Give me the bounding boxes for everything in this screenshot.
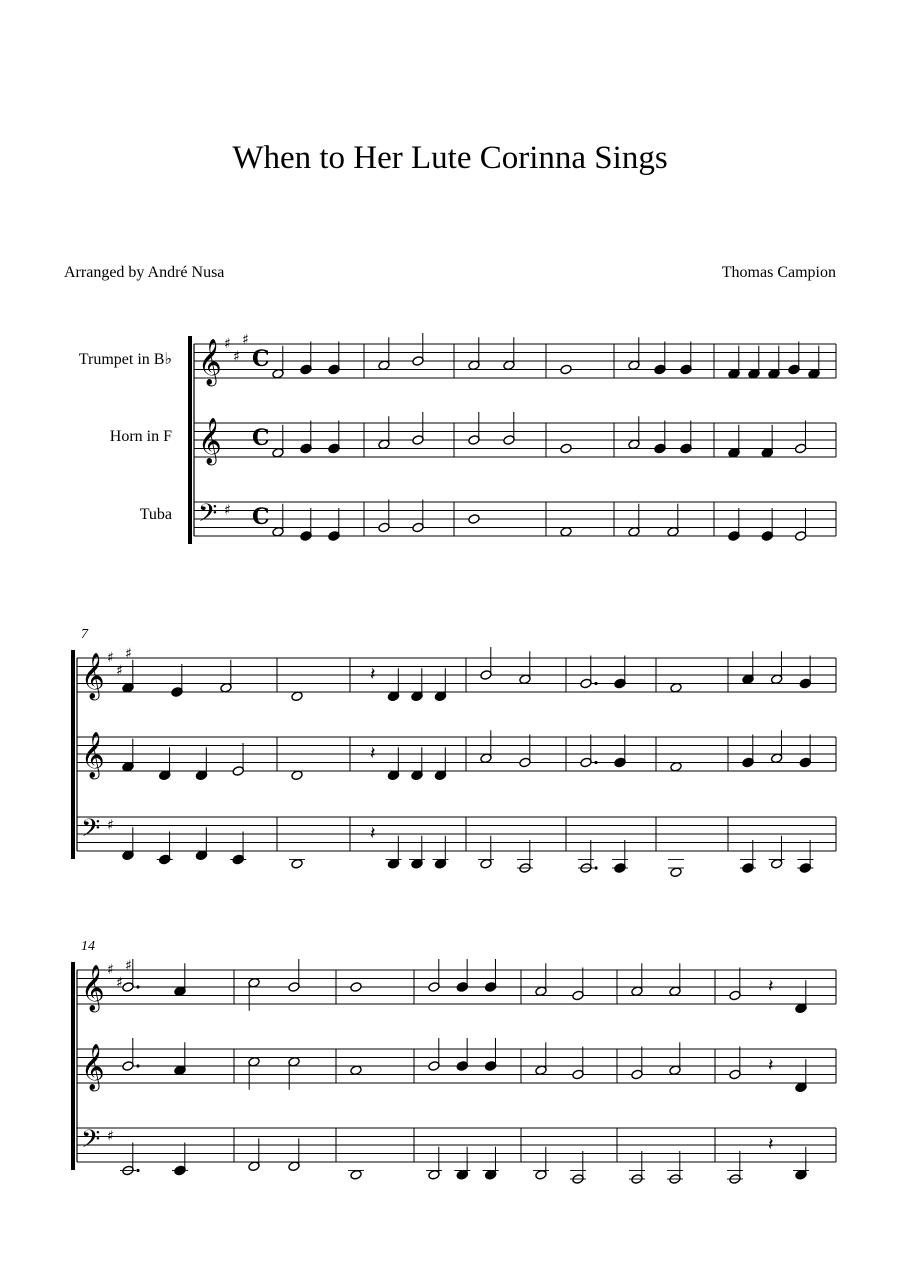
time-signature: C: [252, 504, 270, 530]
bass-clef: 𝄢: [81, 1125, 101, 1160]
notehead: [291, 858, 303, 869]
dot: [594, 761, 597, 764]
treble-clef: 𝄞: [198, 418, 222, 464]
notehead: [560, 443, 572, 454]
time-signature: C: [252, 425, 270, 451]
notehead: [560, 526, 572, 537]
score-title: When to Her Lute Corinna Sings: [232, 140, 668, 176]
treble-clef: 𝄞: [198, 339, 222, 385]
key-signature-sharp: ♯: [107, 1128, 114, 1145]
quarter-rest: 𝄽: [370, 823, 376, 844]
key-signature-sharp: ♯: [116, 662, 123, 679]
notehead: [350, 982, 362, 993]
key-signature-sharp: ♯: [233, 348, 240, 365]
notehead: [291, 770, 303, 781]
key-signature-sharp: ♯: [242, 331, 249, 348]
key-signature-sharp: ♯: [107, 962, 114, 978]
time-signature: C: [252, 346, 270, 372]
notehead: [291, 691, 303, 702]
composer-credit: Thomas Campion: [721, 264, 836, 281]
key-signature-sharp: ♯: [107, 817, 114, 834]
quarter-rest: 𝄽: [768, 1055, 774, 1076]
key-signature-sharp: ♯: [116, 974, 123, 991]
key-signature-sharp: ♯: [125, 645, 132, 662]
measure-number: 7: [81, 627, 88, 642]
system-bracket: [188, 336, 192, 544]
treble-clef: 𝄞: [81, 1044, 105, 1090]
measure-number: 14: [81, 939, 95, 954]
bass-clef: 𝄢: [198, 499, 218, 534]
notehead: [670, 761, 682, 772]
notehead: [468, 514, 480, 525]
treble-clef: 𝄞: [81, 732, 105, 778]
notehead: [350, 1065, 362, 1076]
notehead: [670, 682, 682, 693]
quarter-rest: 𝄽: [768, 976, 774, 997]
treble-clef: 𝄞: [81, 965, 105, 1011]
key-signature-sharp: ♯: [125, 957, 132, 974]
key-signature-sharp: ♯: [224, 336, 231, 352]
notehead: [670, 867, 682, 878]
instrument-label-horn: Horn in F: [109, 428, 172, 445]
bass-clef: 𝄢: [81, 814, 101, 849]
system-bracket: [71, 962, 75, 1170]
key-signature-sharp: ♯: [107, 650, 114, 666]
dot: [136, 1169, 139, 1172]
arranger-credit: Arranged by André Nusa: [64, 264, 225, 281]
dot: [136, 1064, 139, 1067]
system-bracket: [71, 650, 75, 859]
quarter-rest: 𝄽: [370, 664, 376, 685]
instrument-label-trumpet: Trumpet in B♭: [78, 351, 172, 368]
instrument-label-tuba: Tuba: [139, 506, 172, 523]
key-signature-sharp: ♯: [224, 502, 231, 519]
dot: [594, 682, 597, 685]
notehead: [350, 1169, 362, 1180]
dot: [594, 866, 597, 869]
treble-clef: 𝄞: [81, 653, 105, 699]
dot: [136, 985, 139, 988]
quarter-rest: 𝄽: [768, 1134, 774, 1155]
quarter-rest: 𝄽: [370, 743, 376, 764]
notehead: [560, 364, 572, 375]
